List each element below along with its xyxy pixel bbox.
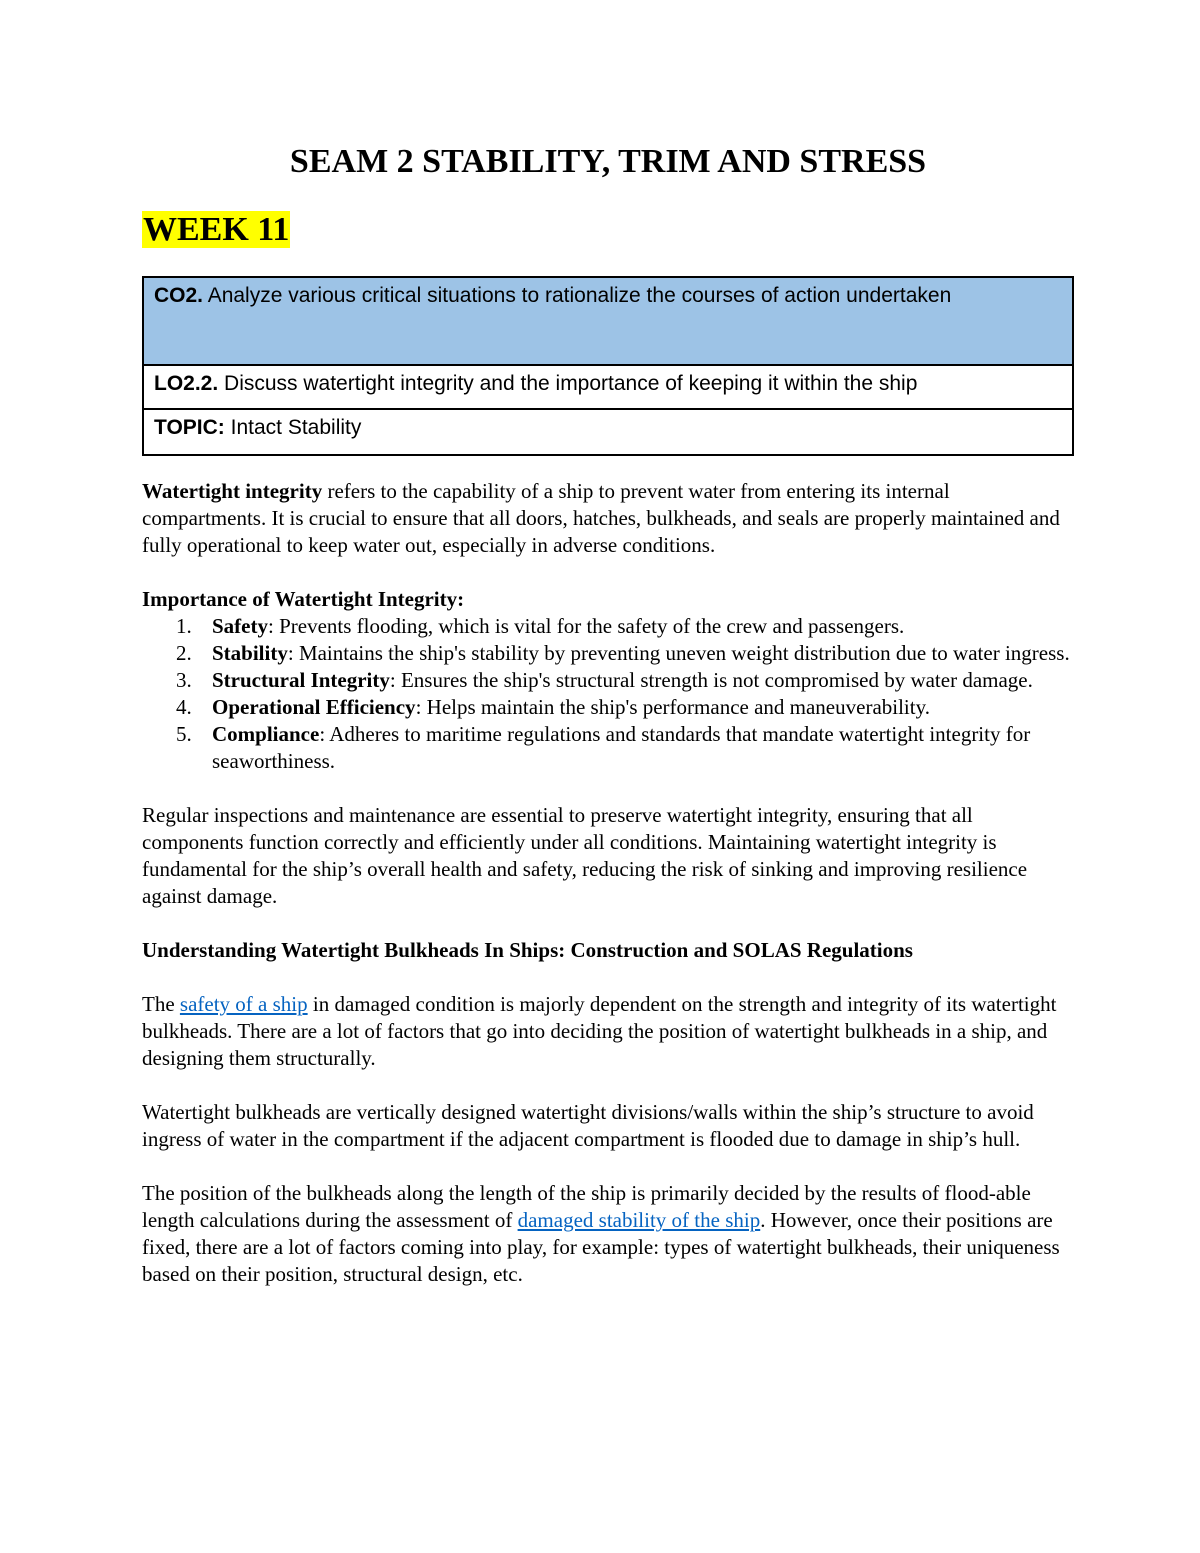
importance-heading-text: Importance of Watertight Integrity: — [142, 587, 465, 611]
document-body — [142, 478, 1074, 1315]
list-number: 2. — [176, 641, 192, 665]
topic-cell — [143, 409, 1073, 455]
topic-text: Intact Stability — [224, 416, 362, 439]
bulkheads-paragraph-2: Watertight bulkheads are vertically designed watertight divisions/walls within the ship’s structure to avoid ingress of water in the compartment if the adjacent compartment is flooded due to damage in ship’s hull. — [142, 1100, 1034, 1151]
bulkheads-p1-after: in damaged condition is majorly dependent on the strength and integrity of its watertight bulkheads. There are a lot of factors that go into deciding the position of watertight bulkheads in a ship, and designing them structurally. — [142, 992, 1057, 1070]
list-item-term: Safety — [212, 614, 268, 638]
document-title: SEAM 2 STABILITY, TRIM AND STRESS — [289, 143, 927, 180]
intro-term: Watertight integrity — [142, 479, 323, 503]
intro-text: refers to the capability of a ship to prevent water from entering its internal compartments. It is crucial to ensure that all doors, hatches, bulkheads, and seals are properly maintained and fully operational to keep water out, especially in adverse conditions. — [142, 479, 1060, 557]
learning-outcome-label: LO2.2. — [154, 372, 219, 395]
list-item — [142, 613, 1074, 640]
list-number: 3. — [176, 668, 192, 692]
topic-label: TOPIC: — [154, 416, 225, 439]
bulkheads-heading: Understanding Watertight Bulkheads In Ships: Construction and SOLAS Regulations — [142, 938, 913, 962]
course-outcome-cell — [143, 277, 1073, 365]
list-item-text: : Prevents flooding, which is vital for the safety of the crew and passengers. — [268, 614, 905, 638]
list-item-term: Stability — [212, 641, 288, 665]
list-item-text: : Ensures the ship's structural strength is not compromised by water damage. — [389, 668, 1033, 692]
list-item-text: : Adheres to maritime regulations and standards that mandate watertight integrity for seaworthiness. — [212, 722, 1031, 773]
intro-paragraph — [142, 478, 1074, 559]
importance-heading — [142, 586, 1074, 613]
bulkheads-p3-after: . However, once their positions are fixed, there are a lot of factors coming into play, for example: types of watertight bulkheads, their uniqueness based on their position, structural design, etc. — [142, 1208, 1060, 1286]
list-number: 4. — [176, 695, 192, 719]
bulkheads-paragraph-1 — [142, 991, 1074, 1072]
outcomes-table — [142, 276, 1074, 456]
list-item-text: : Helps maintain the ship's performance and maneuverability. — [415, 695, 930, 719]
damaged-stability-link[interactable]: damaged stability of the ship — [517, 1208, 761, 1232]
week-heading — [142, 206, 290, 254]
list-number: 5. — [176, 722, 192, 746]
maintenance-paragraph: Regular inspections and maintenance are essential to preserve watertight integrity, ensuring that all components function correctly and efficiently under all conditions. Maintaining watertight integrity is fundamental for the ship’s overall health and safety, reducing the risk of sinking and improving resilience against damage. — [142, 803, 1028, 908]
list-item-term: Structural Integrity — [212, 668, 390, 692]
course-outcome-row — [143, 277, 1073, 365]
bulkheads-paragraph-3 — [142, 1180, 1074, 1288]
list-item — [142, 667, 1074, 694]
topic-row — [143, 409, 1073, 455]
safety-of-a-ship-link[interactable]: safety of a ship — [179, 992, 308, 1016]
list-item-text: : Maintains the ship's stability by preventing uneven weight distribution due to water ingress. — [287, 641, 1070, 665]
week-label: WEEK 11 — [143, 211, 290, 248]
list-item — [142, 694, 1074, 721]
list-number: 1. — [176, 614, 192, 638]
learning-outcome-row — [143, 365, 1073, 409]
list-item-term: Operational Efficiency — [212, 695, 416, 719]
learning-outcome-text: Discuss watertight integrity and the importance of keeping it within the ship — [218, 372, 918, 395]
importance-list — [142, 613, 1074, 775]
learning-outcome-cell — [143, 365, 1073, 409]
course-outcome-label: CO2. — [154, 284, 204, 307]
bulkheads-p3-before: The position of the bulkheads along the length of the ship is primarily decided by the results of flood-able length calculations during the assessment of — [142, 1181, 1031, 1232]
list-item-term: Compliance — [212, 722, 320, 746]
list-item — [142, 721, 1074, 775]
course-outcome-text: Analyze various critical situations to rationalize the courses of action undertaken — [203, 284, 952, 307]
list-item — [142, 640, 1074, 667]
bulkheads-p1-before: The — [142, 992, 180, 1016]
